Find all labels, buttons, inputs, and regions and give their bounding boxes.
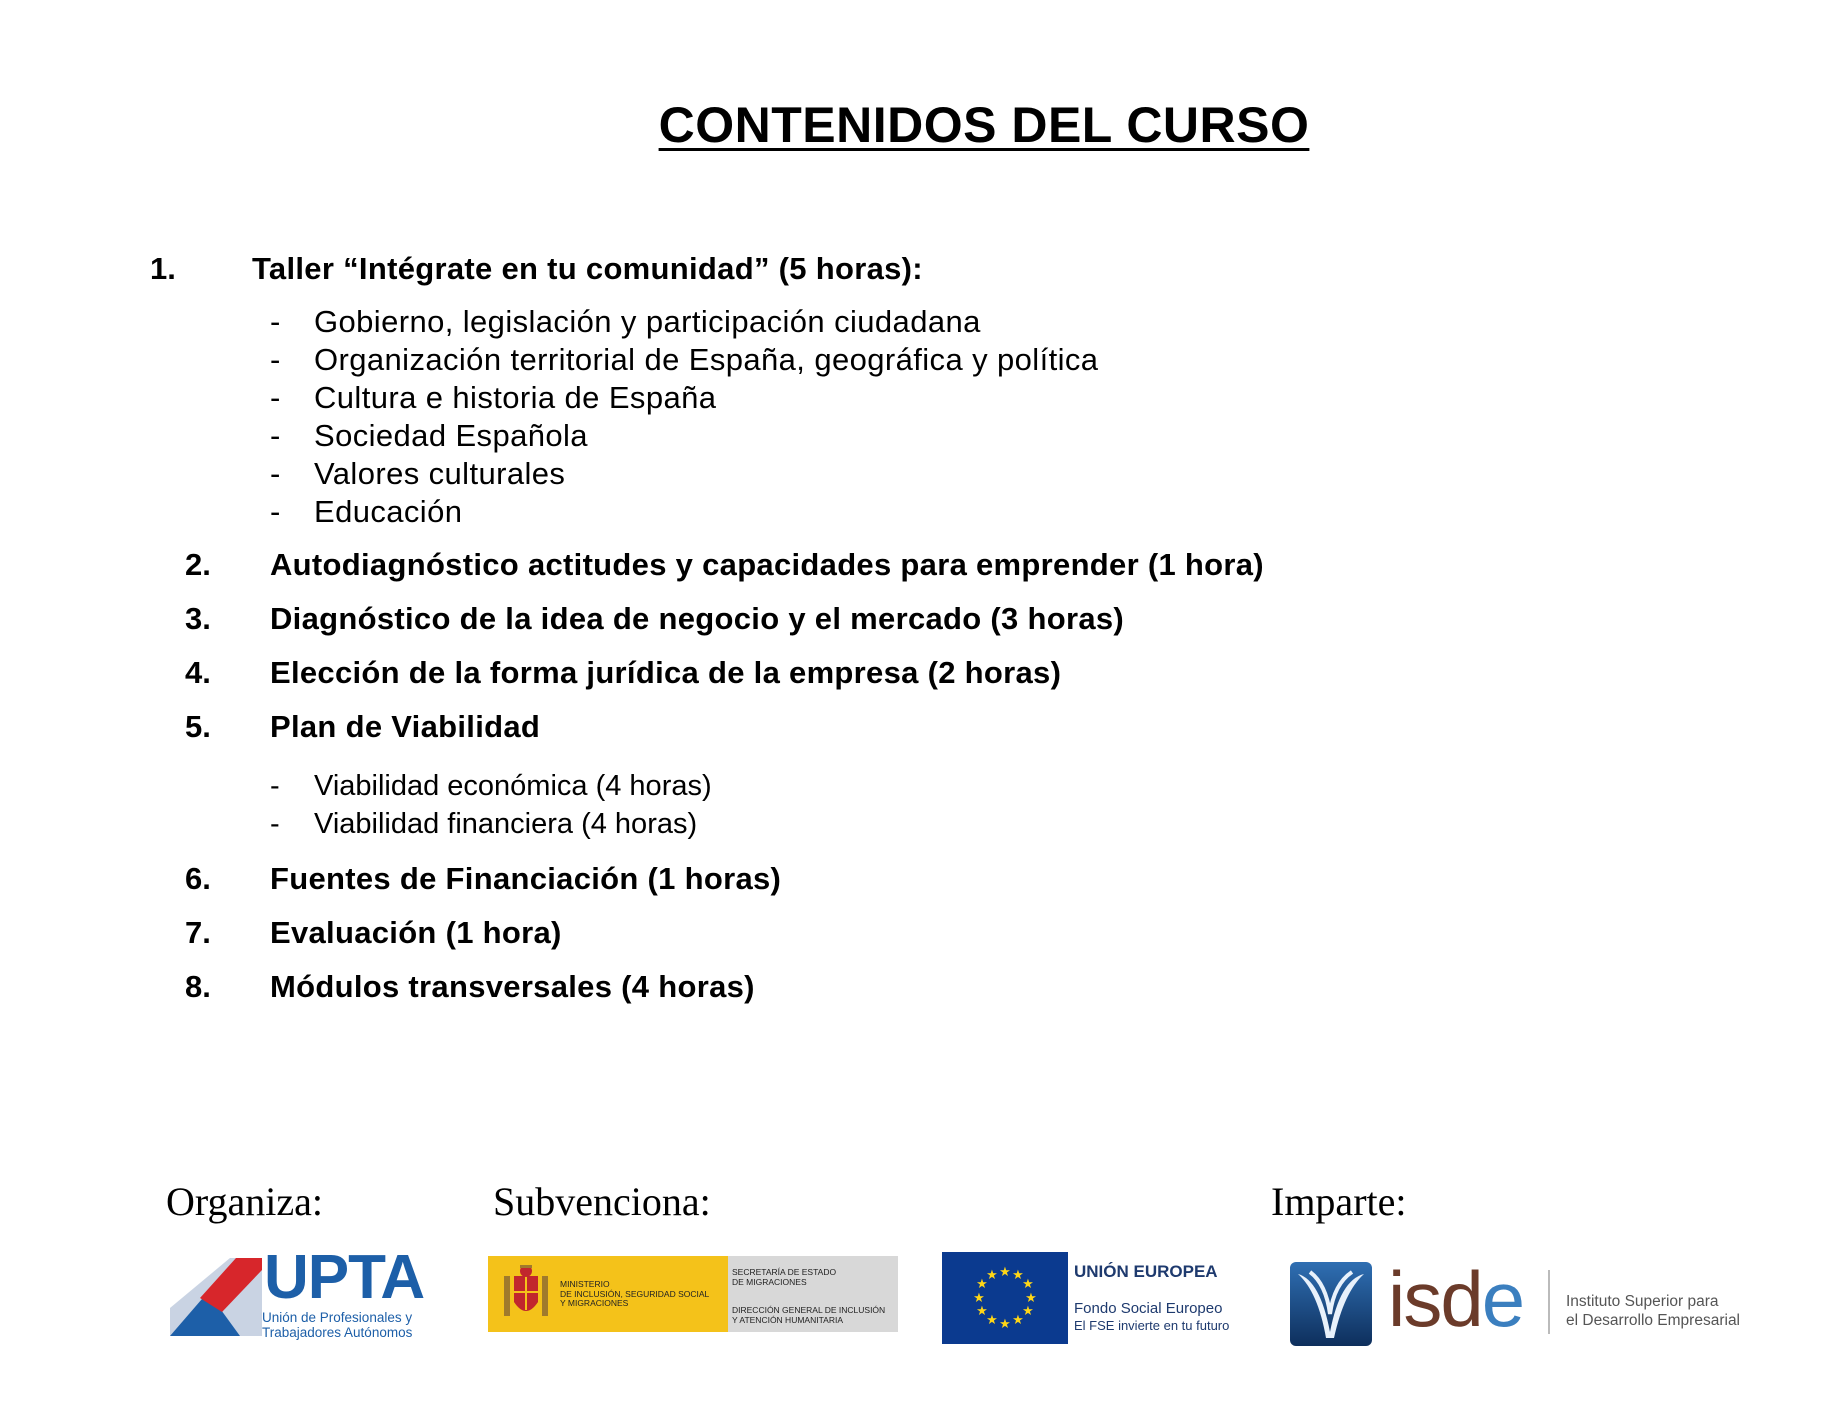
- item-heading: Diagnóstico de la idea de negocio y el mercado (3 horas): [270, 601, 1125, 636]
- svg-text:★: ★: [973, 1291, 985, 1306]
- page-title: CONTENIDOS DEL CURSO: [658, 97, 1310, 153]
- ministerio-logo: [488, 1256, 898, 1332]
- list-item-text: Valores culturales: [314, 456, 566, 491]
- eu-title: UNIÓN EUROPEA: [1074, 1262, 1218, 1281]
- eu-logo: [942, 1252, 1242, 1344]
- dash-bullet: -: [270, 304, 281, 339]
- eu-flag-icon: [942, 1252, 1068, 1344]
- dash-bullet: -: [270, 494, 281, 529]
- imparte-label: Imparte:: [1271, 1179, 1407, 1224]
- svg-text:★: ★: [986, 1268, 998, 1283]
- eu-tagline: El FSE invierte en tu futuro: [1074, 1318, 1230, 1333]
- isde-subtitle-line: Instituto Superior para: [1566, 1293, 1719, 1310]
- svg-text:★: ★: [1025, 1291, 1037, 1306]
- upta-logo: [170, 1243, 425, 1342]
- isde-logo: [1290, 1255, 1750, 1352]
- organiza-label: Organiza:: [166, 1179, 323, 1224]
- isde-emblem-icon: [1290, 1262, 1372, 1346]
- eu-fund-name: Fondo Social Europeo: [1074, 1300, 1223, 1317]
- upta-emblem-icon: [170, 1252, 270, 1338]
- dash-bullet: -: [270, 418, 281, 453]
- item-heading: Módulos transversales (4 horas): [270, 969, 755, 1004]
- svg-text:★: ★: [1022, 1304, 1034, 1319]
- item-number: 8.: [185, 969, 211, 1004]
- isde-subtitle: [1566, 1292, 1740, 1330]
- upta-wordmark: UPTA: [264, 1243, 425, 1312]
- isde-subtitle-line: el Desarrollo Empresarial: [1566, 1312, 1741, 1329]
- item-number: 3.: [185, 601, 211, 636]
- item-heading: Autodiagnóstico actitudes y capacidades para emprender (1 hora): [270, 547, 1264, 582]
- upta-subtitle-line: Unión de Profesionales y: [262, 1310, 413, 1325]
- secretaria-name: SECRETARÍA DE ESTADO DE MIGRACIONES: [732, 1267, 837, 1287]
- upta-subtitle-line: Trabajadores Autónomos: [262, 1325, 413, 1340]
- item-number: 1.: [150, 251, 176, 286]
- list-item-text: Sociedad Española: [314, 418, 588, 453]
- svg-text:★: ★: [999, 1265, 1011, 1280]
- item-number: 4.: [185, 655, 211, 690]
- isde-wordmark-e: e: [1481, 1255, 1524, 1343]
- item-number: 5.: [185, 709, 211, 744]
- svg-text:★: ★: [999, 1317, 1011, 1332]
- isde-divider: [1548, 1270, 1550, 1334]
- coat-of-arms-icon: [498, 1262, 554, 1326]
- dash-bullet: -: [270, 808, 280, 840]
- item-number: 6.: [185, 861, 211, 896]
- item-heading: Evaluación (1 hora): [270, 915, 562, 950]
- item-heading-taller: Taller “Intégrate en tu comunidad” (5 horas):: [252, 251, 923, 286]
- item-heading: Elección de la forma jurídica de la empresa (2 horas): [270, 655, 1062, 690]
- svg-text:★: ★: [976, 1277, 988, 1292]
- isde-wordmark-main: isd: [1388, 1255, 1482, 1343]
- svg-text:★: ★: [1022, 1277, 1034, 1292]
- item-number: 7.: [185, 915, 211, 950]
- dash-bullet: -: [270, 380, 281, 415]
- list-item-text: Gobierno, legislación y participación ciudadana: [314, 304, 981, 339]
- subvenciona-label: Subvenciona:: [493, 1179, 711, 1224]
- item-heading: Fuentes de Financiación (1 horas): [270, 861, 782, 896]
- list-item-text: Viabilidad financiera (4 horas): [314, 808, 698, 840]
- list-item-text: Educación: [314, 494, 463, 529]
- direccion-name: DIRECCIÓN GENERAL DE INCLUSIÓN Y ATENCIÓN HUMANITARIA: [732, 1305, 886, 1325]
- list-item-text: Viabilidad económica (4 horas): [314, 770, 712, 802]
- dash-bullet: -: [270, 342, 281, 377]
- list-item-text: Cultura e historia de España: [314, 380, 717, 415]
- dash-bullet: -: [270, 770, 280, 802]
- svg-text:★: ★: [976, 1304, 988, 1319]
- item-number: 2.: [185, 547, 211, 582]
- svg-text:★: ★: [1012, 1268, 1024, 1283]
- upta-subtitle: [262, 1310, 412, 1340]
- eu-stars-icon: [942, 1252, 1068, 1344]
- list-item-text: Organización territorial de España, geográfica y política: [314, 342, 1099, 377]
- svg-text:★: ★: [1012, 1313, 1024, 1328]
- dash-bullet: -: [270, 456, 281, 491]
- isde-wordmark: [1388, 1254, 1523, 1345]
- ministerio-name: MINISTERIO DE INCLUSIÓN, SEGURIDAD SOCIAL Y MIGRACIONES: [560, 1279, 710, 1308]
- svg-text:★: ★: [986, 1313, 998, 1328]
- item-heading-viabilidad: Plan de Viabilidad: [270, 709, 541, 744]
